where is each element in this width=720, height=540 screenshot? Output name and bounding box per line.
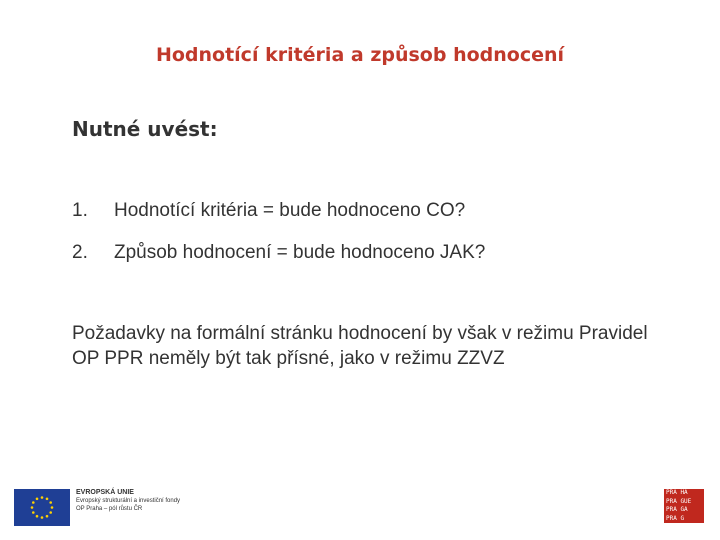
praha-logo-line: PRA GA: [666, 506, 688, 513]
praha-logo-line: PRA G: [666, 514, 685, 522]
list-item-number: 1.: [72, 200, 88, 221]
list-item: [72, 242, 485, 284]
eu-logo-text: [76, 489, 180, 513]
slide-heading: Nutné uvést:: [72, 117, 218, 141]
eu-logo-line: Evropský strukturální a investiční fondy: [76, 498, 181, 504]
praha-logo-line: PRA GUE: [666, 497, 692, 505]
eu-logo-line: OP Praha – pól růstu ČR: [76, 506, 143, 512]
list-item: [72, 200, 485, 242]
slide-title: Hodnotící kritéria a způsob hodnocení: [155, 44, 565, 66]
numbered-list: [72, 200, 485, 284]
eu-flag-icon: [14, 489, 70, 526]
slide-paragraph: Požadavky na formální stránku hodnocení by však v režimu Pravidel OP PPR neměly být tak přísné, jako v režimu ZZVZ: [72, 323, 648, 369]
eu-logo-title: EVROPSKÁ UNIE: [76, 489, 134, 496]
eu-logo: [14, 489, 180, 526]
praha-logo: [664, 489, 704, 523]
list-item-number: 2.: [72, 242, 88, 263]
praha-logo-line: PRA HA: [666, 489, 688, 496]
list-item-text: Hodnotící kritéria = bude hodnoceno CO?: [114, 200, 466, 221]
list-item-text: Způsob hodnocení = bude hodnoceno JAK?: [114, 242, 486, 263]
